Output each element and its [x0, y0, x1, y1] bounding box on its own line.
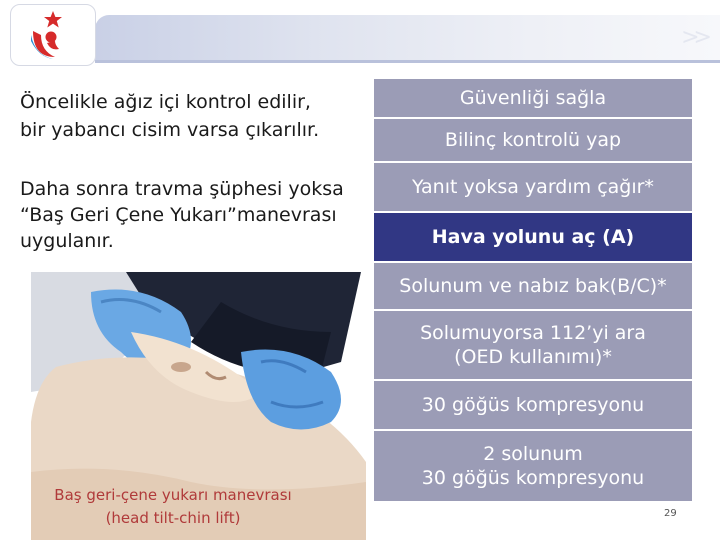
step-label: Bilinç kontrolü yap — [444, 129, 622, 151]
header-bar — [95, 15, 720, 63]
step-check-breathing-pulse — [374, 263, 692, 311]
health-logo-icon — [11, 5, 95, 65]
intro-paragraph-1 — [20, 88, 319, 144]
photo-caption — [30, 484, 316, 530]
cpr-steps-list — [374, 79, 692, 503]
intro-line-3: Daha sonra travma şüphesi yoksa — [20, 178, 344, 200]
page-number: 29 — [664, 508, 677, 519]
intro-line-2: bir yabancı cisim varsa çıkarılır. — [20, 119, 320, 141]
intro-line-4: “Baş Geri Çene Yukarı”manevrası — [20, 204, 337, 226]
step-label-2: 30 göğüs kompresyonu — [421, 467, 645, 489]
step-open-airway — [374, 213, 692, 263]
step-call-for-help — [374, 163, 692, 213]
step-label: Yanıt yoksa yardım çağır* — [412, 176, 654, 198]
caption-line-2: (head tilt-chin lift) — [105, 509, 241, 527]
step-label: 30 göğüs kompresyonu — [421, 394, 645, 416]
step-label: Solumuyorsa 112’yi ara — [420, 322, 646, 344]
step-breaths-and-compressions — [374, 431, 692, 503]
intro-line-5: uygulanır. — [20, 230, 114, 252]
step-chest-compressions — [374, 381, 692, 431]
intro-paragraph-2 — [20, 176, 344, 254]
caption-line-1: Baş geri-çene yukarı manevrası — [54, 486, 292, 504]
intro-line-1: Öncelikle ağız içi kontrol edilir, — [20, 91, 311, 113]
step-label-2: (OED kullanımı)* — [454, 346, 612, 368]
step-label: Güvenliği sağla — [459, 87, 607, 109]
step-call-112 — [374, 311, 692, 381]
next-arrows-icon: >> — [681, 25, 706, 50]
step-label: Hava yolunu aç (A) — [431, 226, 635, 248]
step-ensure-safety — [374, 79, 692, 119]
step-check-consciousness — [374, 119, 692, 163]
step-label: Solunum ve nabız bak(B/C)* — [399, 275, 667, 297]
step-label: 2 solunum — [483, 443, 583, 465]
ministry-logo — [10, 4, 96, 66]
